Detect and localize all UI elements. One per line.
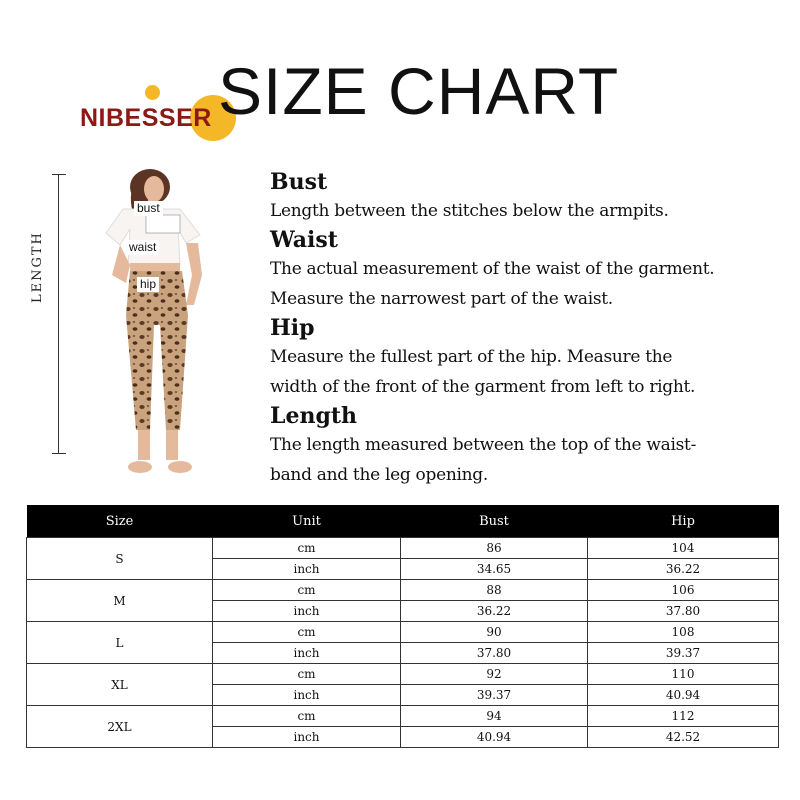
unit-cell: cm xyxy=(213,538,401,559)
hip-cell: 110 xyxy=(588,664,779,685)
hip-cell: 112 xyxy=(588,706,779,727)
definition-heading-length: Length xyxy=(270,403,358,429)
leggings-shape xyxy=(126,271,188,430)
size-cell: S xyxy=(27,538,213,580)
table-row xyxy=(27,622,779,643)
hip-cell: 37.80 xyxy=(588,601,779,622)
unit-cell: cm xyxy=(213,664,401,685)
length-guide-label: LENGTH xyxy=(30,231,45,303)
bust-cell: 94 xyxy=(401,706,588,727)
definition-heading-waist: Waist xyxy=(270,227,338,253)
table-row xyxy=(27,664,779,685)
bust-cell: 34.65 xyxy=(401,559,588,580)
definition-heading-bust: Bust xyxy=(270,169,328,195)
hip-cell: 36.22 xyxy=(588,559,779,580)
model-figure xyxy=(30,165,255,495)
size-cell: M xyxy=(27,580,213,622)
unit-cell: inch xyxy=(213,643,401,664)
definition-text-waist-2: Measure the narrowest part of the waist. xyxy=(270,289,613,309)
definition-heading-hip: Hip xyxy=(270,315,315,341)
unit-cell: cm xyxy=(213,580,401,601)
size-table xyxy=(26,505,779,748)
length-guide-line xyxy=(58,174,59,453)
bust-cell: 37.80 xyxy=(401,643,588,664)
definition-text-waist-1: The actual measurement of the waist of the garment. xyxy=(270,259,715,279)
definition-text-length-2: band and the leg opening. xyxy=(270,465,488,485)
hip-tag: hip xyxy=(137,277,159,292)
bust-cell: 90 xyxy=(401,622,588,643)
left-foot xyxy=(128,461,152,473)
unit-cell: cm xyxy=(213,622,401,643)
bust-tag: bust xyxy=(134,201,163,216)
right-foot xyxy=(168,461,192,473)
definition-text-hip-2: width of the front of the garment from left to right. xyxy=(270,377,696,397)
definition-text-hip-1: Measure the fullest part of the hip. Measure the xyxy=(270,347,673,367)
size-cell: 2XL xyxy=(27,706,213,748)
face-shape xyxy=(144,176,164,202)
length-guide-cap-top xyxy=(52,174,66,175)
brand-name: NIBESSER xyxy=(80,104,212,132)
page-title: SIZE CHART xyxy=(218,54,620,128)
hip-cell: 40.94 xyxy=(588,685,779,706)
table-row xyxy=(27,580,779,601)
definition-text-bust-1: Length between the stitches below the armpits. xyxy=(270,201,669,221)
size-cell: XL xyxy=(27,664,213,706)
measurement-definitions xyxy=(270,168,790,490)
logo-dot-small xyxy=(145,85,160,100)
table-row xyxy=(27,538,779,559)
unit-cell: inch xyxy=(213,685,401,706)
unit-cell: cm xyxy=(213,706,401,727)
column-header-size: Size xyxy=(27,505,213,538)
bust-cell: 92 xyxy=(401,664,588,685)
table-header-row xyxy=(27,505,779,538)
bust-cell: 39.37 xyxy=(401,685,588,706)
length-guide-cap-bottom xyxy=(52,453,66,454)
size-cell: L xyxy=(27,622,213,664)
right-arm xyxy=(186,243,202,305)
definition-text-length-1: The length measured between the top of the waist- xyxy=(270,435,697,455)
column-header-bust: Bust xyxy=(401,505,588,538)
hip-cell: 39.37 xyxy=(588,643,779,664)
column-header-hip: Hip xyxy=(588,505,779,538)
bust-cell: 36.22 xyxy=(401,601,588,622)
unit-cell: inch xyxy=(213,559,401,580)
table-row xyxy=(27,706,779,727)
hip-cell: 42.52 xyxy=(588,727,779,748)
hip-cell: 104 xyxy=(588,538,779,559)
bust-cell: 88 xyxy=(401,580,588,601)
unit-cell: inch xyxy=(213,727,401,748)
hip-cell: 106 xyxy=(588,580,779,601)
column-header-unit: Unit xyxy=(213,505,401,538)
bust-cell: 40.94 xyxy=(401,727,588,748)
hip-cell: 108 xyxy=(588,622,779,643)
bust-cell: 86 xyxy=(401,538,588,559)
unit-cell: inch xyxy=(213,601,401,622)
waist-tag: waist xyxy=(126,240,159,255)
